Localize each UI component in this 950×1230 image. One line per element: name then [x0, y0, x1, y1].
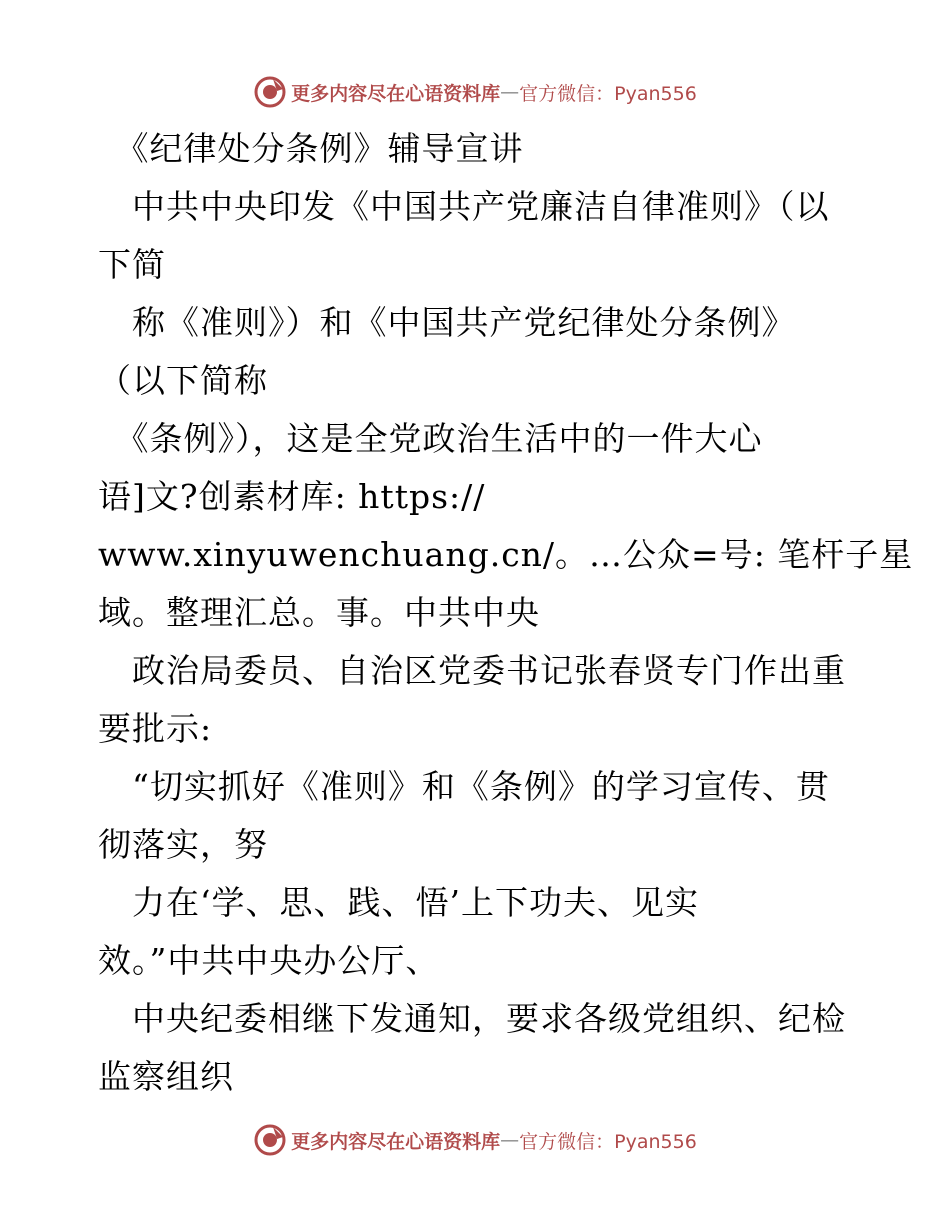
doc-line: 《条例》），这是全党政治生活中的一件大心 — [98, 419, 763, 458]
doc-line: 域。整理汇总。事。中共中央 — [98, 593, 540, 632]
doc-line: 彻落实，努 — [98, 825, 268, 864]
banner-title: 更多内容尽在心语资料库 — [291, 82, 501, 105]
doc-line: （以下简称 — [98, 361, 268, 400]
header-banner — [0, 72, 950, 112]
doc-line: 中央纪委相继下发通知，要求各级党组织、纪检 — [98, 999, 846, 1038]
banner-contact: 官方微信：Pyan556 — [519, 1130, 697, 1153]
doc-line: www.xinyuwenchuang.cn/。…公众=号: 笔杆子星 — [98, 535, 914, 574]
doc-line: 下简 — [98, 245, 166, 284]
doc-line: 效。”中共中央办公厅、 — [98, 941, 440, 980]
doc-line: 力在‘学、思、践、悟’上下功夫、见实 — [98, 883, 699, 922]
doc-line: 政治局委员、自治区党委书记张春贤专门作出重 — [98, 651, 846, 690]
banner-separator: — — [500, 1129, 520, 1151]
document-body — [98, 120, 914, 1106]
doc-line: “切实抓好《准则》和《条例》的学习宣传、贯 — [98, 767, 830, 806]
brand-logo-icon — [253, 1123, 287, 1157]
banner-title: 更多内容尽在心语资料库 — [291, 1130, 501, 1153]
footer-banner — [0, 1120, 950, 1160]
doc-line: 要批示: — [98, 709, 213, 748]
banner-contact: 官方微信：Pyan556 — [519, 82, 697, 105]
banner-separator: — — [500, 81, 520, 103]
doc-line: 称《准则》）和《中国共产党纪律处分条例》 — [98, 303, 796, 342]
brand-logo-icon — [253, 75, 287, 109]
doc-line: 中共中央印发《中国共产党廉洁自律准则》（以 — [98, 187, 830, 226]
doc-line: 《纪律处分条例》辅导宣讲 — [98, 129, 524, 168]
doc-line: 语]文?创素材库: https:// — [98, 477, 486, 516]
doc-line: 监察组织 — [98, 1057, 234, 1096]
